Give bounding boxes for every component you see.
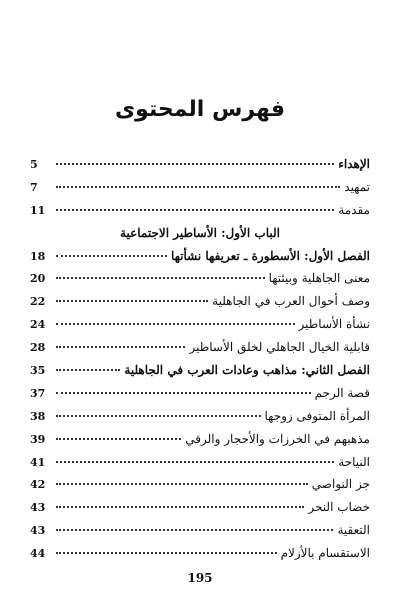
page-number: 195 <box>187 571 213 585</box>
toc-entry-page: 7 <box>30 180 38 194</box>
dot-leader <box>56 529 333 531</box>
toc-entry-page: 39 <box>30 432 46 446</box>
toc-section-heading <box>30 226 370 249</box>
dot-leader <box>56 438 181 440</box>
toc-entry[interactable] <box>30 386 370 409</box>
toc-entry[interactable] <box>30 455 370 478</box>
dot-leader <box>56 506 304 508</box>
toc-entry-page: 20 <box>30 272 46 286</box>
toc-entry-page: 5 <box>30 158 38 171</box>
toc-entry-page: 37 <box>30 386 46 400</box>
toc-entry-label: الاستقسام بالأزلام <box>280 546 370 561</box>
toc-entry-label: الفصل الثاني: مذاهب وعادات العرب في الجاهلية <box>124 363 370 378</box>
dot-leader <box>56 415 261 417</box>
toc-entry[interactable] <box>30 180 370 203</box>
toc-entry[interactable] <box>30 432 370 455</box>
toc-entry-label: الفصل الأول: الأسطورة ـ تعريفها نشأتها <box>170 248 370 263</box>
toc-entry-page: 44 <box>30 547 46 561</box>
toc-entry[interactable] <box>30 409 370 432</box>
toc-entry[interactable] <box>30 249 370 272</box>
toc-entry-label: التعقية <box>337 523 370 538</box>
toc-entry-page: 22 <box>30 295 46 309</box>
table-of-contents <box>30 157 370 569</box>
toc-entry-label: خضاب النحر <box>308 500 370 515</box>
dot-leader <box>56 392 311 394</box>
toc-entry-label: وصف أحوال العرب في الجاهلية <box>212 294 370 309</box>
dot-leader <box>56 552 277 554</box>
toc-entry-page: 42 <box>30 478 46 492</box>
toc-entry-label: النياحة <box>338 454 370 469</box>
dot-leader <box>56 186 340 188</box>
toc-entry[interactable] <box>30 500 370 523</box>
toc-entry-label: الإهداء <box>338 157 370 171</box>
toc-entry[interactable] <box>30 317 370 340</box>
toc-entry[interactable] <box>30 340 370 363</box>
dot-leader <box>56 323 295 325</box>
dot-leader <box>56 277 265 279</box>
toc-entry-label: مقدمة <box>338 202 370 217</box>
dot-leader <box>56 346 185 348</box>
dot-leader <box>56 369 120 371</box>
toc-entry-label: قصة الرجم <box>314 385 370 400</box>
toc-entry-label: نشأة الأساطير <box>298 317 370 332</box>
toc-entry-page: 11 <box>30 203 46 217</box>
dot-leader <box>56 483 308 485</box>
toc-entry-page: 43 <box>30 501 46 515</box>
toc-entry[interactable] <box>30 294 370 317</box>
dot-leader <box>56 255 167 257</box>
toc-entry[interactable] <box>30 523 370 546</box>
toc-entry-label: تمهيد <box>344 179 370 194</box>
toc-entry-label: جز النواصي <box>311 477 370 492</box>
toc-entry[interactable] <box>30 477 370 500</box>
toc-entry-page: 28 <box>30 341 46 355</box>
toc-entry-label: قابلية الخيال الجاهلي لخلق الأساطير <box>189 340 370 355</box>
toc-entry-label: معنى الجاهلية وبيئتها <box>268 271 370 286</box>
toc-entry[interactable] <box>30 271 370 294</box>
toc-entry-page: 24 <box>30 318 46 332</box>
toc-entry-page: 38 <box>30 409 46 423</box>
toc-entry-page: 43 <box>30 524 46 538</box>
dot-leader <box>56 300 208 302</box>
toc-entry-label: المرأة المتوفى زوجها <box>264 408 370 423</box>
dot-leader <box>56 461 334 463</box>
section-heading-label: الباب الأول: الأساطير الاجتماعية <box>120 225 280 240</box>
dot-leader <box>56 163 334 165</box>
toc-entry[interactable] <box>30 203 370 226</box>
toc-entry-page: 35 <box>30 364 46 378</box>
toc-entry-page: 18 <box>30 249 46 263</box>
toc-entry-page: 41 <box>30 455 46 469</box>
toc-entry-label: مذهبهم في الخرزات والأحجار والرقي <box>185 431 370 446</box>
toc-entry[interactable] <box>30 157 370 180</box>
page-title: فهرس المحتوى <box>115 97 285 122</box>
dot-leader <box>56 209 334 211</box>
toc-entry[interactable] <box>30 363 370 386</box>
toc-entry[interactable] <box>30 546 370 569</box>
